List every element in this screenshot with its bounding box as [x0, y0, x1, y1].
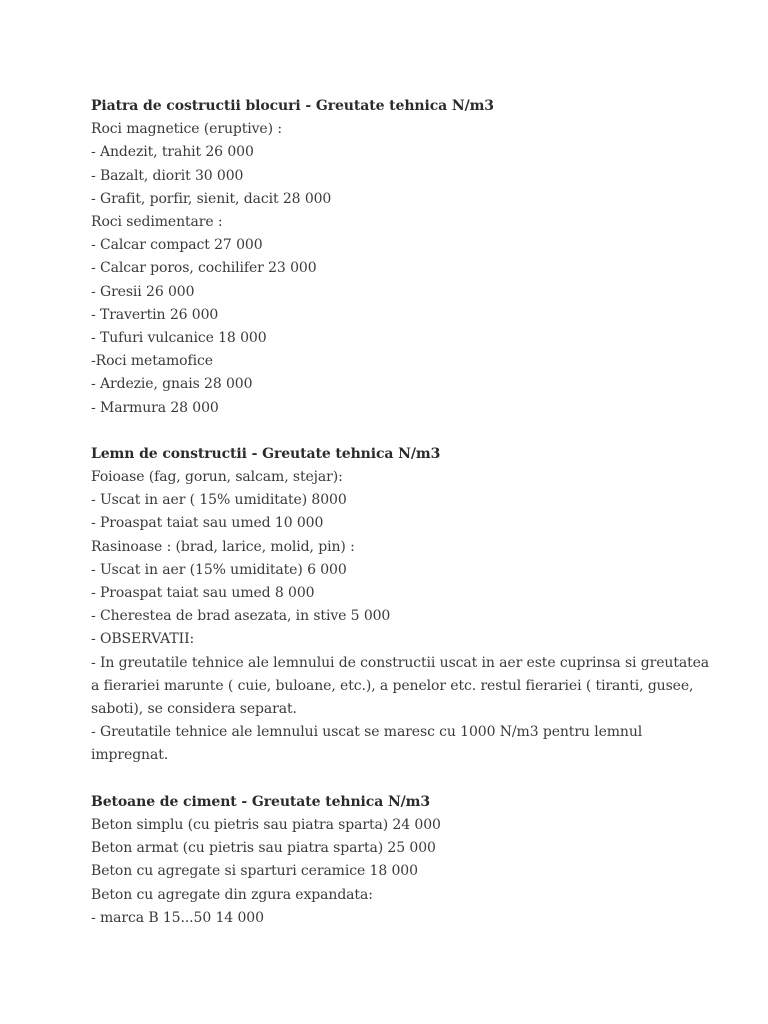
text-line: Foioase (fag, gorun, salcam, stejar): — [91, 469, 343, 486]
text-line: - Uscat in aer ( 15% umiditate) 8000 — [91, 492, 347, 509]
section-heading: Lemn de constructii - Greutate tehnica N/m3 — [91, 445, 441, 462]
text-line: - Marmura 28 000 — [91, 399, 219, 416]
text-line: -Roci metamofice — [91, 353, 213, 370]
document-page — [91, 95, 751, 953]
text-line: - Greutatile tehnice ale lemnului uscat se maresc cu 1000 N/m3 pentru lemnul — [91, 724, 643, 741]
text-line: - Gresii 26 000 — [91, 283, 195, 300]
section-heading: Piatra de costructii blocuri - Greutate tehnica N/m3 — [91, 98, 494, 114]
section-heading: Betoane de ciment - Greutate tehnica N/m3 — [91, 793, 431, 810]
text-line: - Tufuri vulcanice 18 000 — [91, 330, 267, 347]
text-line: Roci sedimentare : — [91, 214, 223, 231]
section-piatra — [91, 95, 751, 420]
text-line: a fierariei marunte ( cuie, buloane, etc.), a penelor etc. restul fierariei ( tiranti, gusee, — [91, 677, 694, 694]
text-line: - Travertin 26 000 — [91, 306, 219, 323]
text-line: - In greutatile tehnice ale lemnului de constructii uscat in aer este cuprinsa si greutatea — [91, 654, 710, 671]
text-line: saboti), se considera separat. — [91, 701, 297, 718]
text-line: - Uscat in aer (15% umiditate) 6 000 — [91, 561, 347, 578]
text-line: - Calcar compact 27 000 — [91, 237, 263, 254]
text-line: - Proaspat taiat sau umed 8 000 — [91, 585, 315, 602]
text-line: - Bazalt, diorit 30 000 — [91, 167, 244, 184]
text-line: Beton cu agregate si sparturi ceramice 18 000 — [91, 863, 418, 880]
text-line: Rasinoase : (brad, larice, molid, pin) : — [91, 538, 355, 555]
text-line: - marca B 15...50 14 000 — [91, 909, 264, 926]
text-line: - Cherestea de brad asezata, in stive 5 000 — [91, 608, 391, 625]
text-line: - Grafit, porfir, sienit, dacit 28 000 — [91, 190, 332, 207]
text-line: impregnat. — [91, 747, 169, 764]
text-line: - Andezit, trahit 26 000 — [91, 144, 254, 161]
section-lemn — [91, 443, 751, 768]
section-betoane — [91, 791, 751, 930]
text-line: - Proaspat taiat sau umed 10 000 — [91, 515, 324, 532]
text-line: Beton simplu (cu pietris sau piatra sparta) 24 000 — [91, 816, 441, 833]
text-line: Roci magnetice (eruptive) : — [91, 121, 282, 138]
text-line: - OBSERVATII: — [91, 631, 195, 648]
text-line: Beton cu agregate din zgura expandata: — [91, 886, 373, 903]
text-line: - Calcar poros, cochilifer 23 000 — [91, 260, 317, 277]
text-line: Beton armat (cu pietris sau piatra sparta) 25 000 — [91, 840, 436, 857]
text-line: - Ardezie, gnais 28 000 — [91, 376, 253, 393]
